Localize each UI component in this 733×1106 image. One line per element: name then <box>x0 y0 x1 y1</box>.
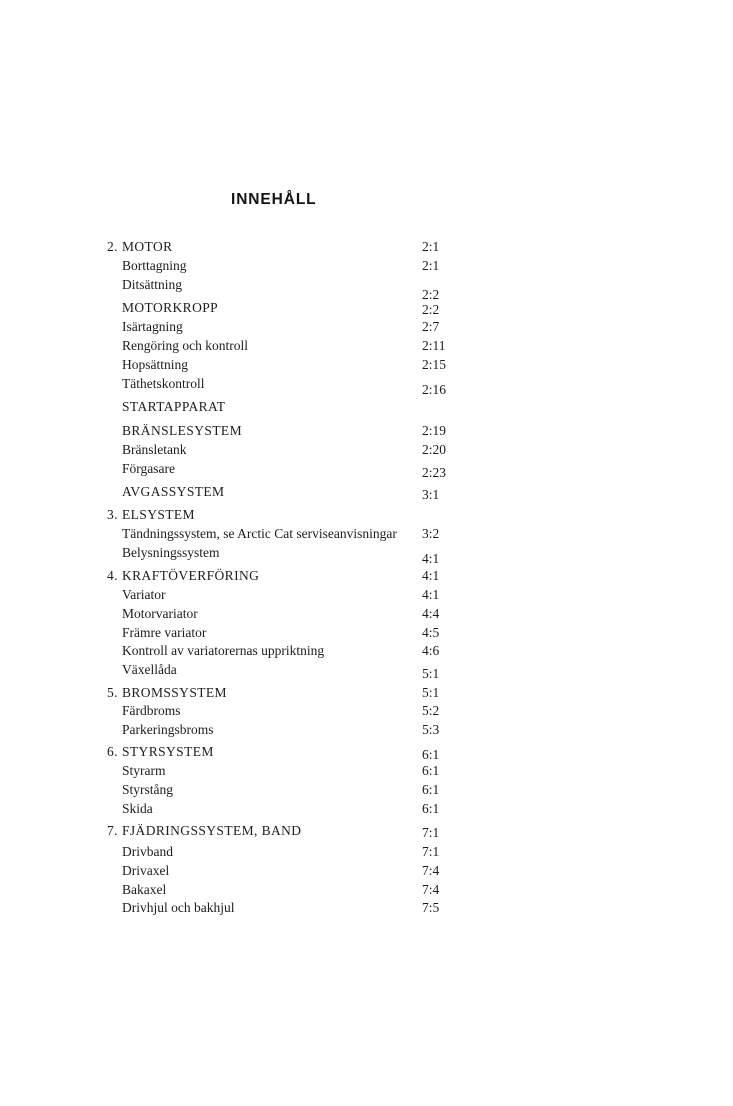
toc-item-page: 5:3 <box>422 722 440 738</box>
toc-row-tathetskontroll <box>107 375 472 397</box>
toc-item-page: 2:15 <box>422 356 447 372</box>
toc-item-page: 4:4 <box>422 605 440 621</box>
toc-row-rengoring <box>107 337 472 356</box>
toc-row-avgassystem <box>107 483 472 502</box>
toc-item-page: 3:1 <box>422 487 440 503</box>
toc-item-page: 6:1 <box>422 763 440 779</box>
toc-row-ditsattning <box>107 276 472 302</box>
toc-item-page: 2:20 <box>422 441 447 457</box>
toc-item-label: Hopsättning <box>122 356 188 372</box>
toc-row-fjadringssystem <box>107 822 472 841</box>
toc-item-page: 3:2 <box>422 526 440 542</box>
toc-row-belysningssystem <box>107 544 472 566</box>
toc-row-branslesystem <box>107 422 472 441</box>
toc-item-page: 2:2 <box>422 302 440 318</box>
toc-item-label: Ditsättning <box>122 276 182 292</box>
toc-item-label: AVGASSYSTEM <box>122 484 225 500</box>
toc-item-label: Drivaxel <box>122 862 170 878</box>
toc-item-page: 6:1 <box>422 800 440 816</box>
toc-row-motorkropp <box>107 299 472 318</box>
toc-item-page: 7:4 <box>422 881 440 897</box>
toc-item-page: 4:1 <box>422 550 440 566</box>
toc-item-label: STARTAPPARAT <box>122 399 226 415</box>
toc-item-number: 5. <box>107 684 118 700</box>
toc-row-elsystem <box>107 506 472 525</box>
toc-item-label: Främre variator <box>122 624 207 640</box>
toc-item-page: 7:5 <box>422 900 440 916</box>
toc-row-fardbroms <box>107 702 472 721</box>
toc-row-motorvariator <box>107 605 472 624</box>
toc-row-styrarm <box>107 762 472 781</box>
toc-item-label: Borttagning <box>122 257 187 273</box>
toc-item-label: Drivband <box>122 843 173 859</box>
toc-row-kraftoverforing <box>107 567 472 586</box>
toc-item-page: 4:1 <box>422 568 440 584</box>
toc-item-label: Kontroll av variatorernas uppriktning <box>122 643 325 659</box>
toc-item-label: Skida <box>122 800 153 816</box>
toc-item-label: Styrarm <box>122 763 166 779</box>
toc-item-page: 2:2 <box>422 286 440 302</box>
toc-item-label: ELSYSTEM <box>122 507 195 523</box>
toc-item-label: Belysningssystem <box>122 544 220 560</box>
toc-row-kontroll-uppriktning <box>107 642 472 661</box>
toc-item-number: 7. <box>107 823 118 839</box>
toc-item-label: Förgasare <box>122 460 175 476</box>
page-title: INNEHÅLL <box>231 191 317 208</box>
toc-item-label: Drivhjul och bakhjul <box>122 900 235 916</box>
toc-item-label: Parkeringsbroms <box>122 722 214 738</box>
toc-row-variator <box>107 586 472 605</box>
toc-item-label: BRÄNSLESYSTEM <box>122 423 242 439</box>
toc-item-label: STYRSYSTEM <box>122 744 214 760</box>
toc-row-borttagning <box>107 257 472 276</box>
toc-item-page: 2:23 <box>422 464 447 480</box>
toc-item-page: 6:1 <box>422 747 440 763</box>
toc-row-tandningssystem <box>107 525 472 544</box>
toc-item-label: Växellåda <box>122 662 177 678</box>
toc-item-label: Bakaxel <box>122 881 167 897</box>
toc-item-number: 6. <box>107 744 118 760</box>
toc-item-label: KRAFTÖVERFÖRING <box>122 568 260 584</box>
toc-item-label: Styrstång <box>122 782 174 798</box>
toc-item-page: 2:1 <box>422 257 440 273</box>
toc-item-label: MOTOR <box>122 239 173 254</box>
toc-item-page: 7:1 <box>422 825 440 841</box>
toc-item-label: MOTORKROPP <box>122 300 219 316</box>
toc-row-styrstang <box>107 781 472 800</box>
toc-row-drivaxel <box>107 862 472 881</box>
toc-item-page: 5:1 <box>422 666 440 682</box>
toc-row-bakaxel <box>107 881 472 900</box>
toc-row-drivhjul <box>107 899 472 918</box>
toc-item-page: 6:1 <box>422 782 440 798</box>
toc-row-forgasare <box>107 460 472 479</box>
toc-item-label: Motorvariator <box>122 605 198 621</box>
toc-item-label: Isärtagning <box>122 319 183 335</box>
toc-row-isartagning <box>107 318 472 337</box>
toc-item-number: 2. <box>107 239 118 254</box>
toc-item-page: 4:1 <box>422 587 440 603</box>
toc-row-bransletank <box>107 441 472 460</box>
toc-item-number: 3. <box>107 507 118 523</box>
toc-item-page: 2:19 <box>422 423 447 439</box>
toc-row-hopsattning <box>107 356 472 375</box>
toc-item-label: Färdbroms <box>122 703 181 719</box>
toc-item-page: 4:6 <box>422 643 440 659</box>
toc-item-number: 4. <box>107 568 118 584</box>
toc-item-label: Rengöring och kontroll <box>122 337 248 353</box>
toc-item-label: FJÄDRINGSSYSTEM, BAND <box>122 823 302 839</box>
toc-item-page: 5:2 <box>422 703 440 719</box>
toc-item-page: 2:16 <box>422 381 447 397</box>
toc-item-page: 5:1 <box>422 684 440 700</box>
toc-item-page: 7:1 <box>422 843 440 859</box>
toc-row-styrsystem <box>107 743 472 762</box>
toc-item-label: Variator <box>122 587 166 603</box>
toc-item-label: Täthetskontroll <box>122 375 205 391</box>
toc-row-bromssystem <box>107 684 472 703</box>
toc-item-label: BROMSSYSTEM <box>122 684 227 700</box>
toc-row-skida <box>107 800 472 819</box>
table-of-contents <box>107 238 472 918</box>
toc-row-drivband <box>107 843 472 862</box>
toc-item-label: Tändningssystem, se Arctic Cat serviseanvisningar <box>122 526 397 542</box>
toc-row-parkeringsbroms <box>107 721 472 740</box>
toc-item-page: 4:5 <box>422 624 440 640</box>
toc-item-page: 2:11 <box>422 337 446 353</box>
toc-item-page: 2:1 <box>422 239 440 254</box>
toc-item-label: Bränsletank <box>122 441 187 457</box>
toc-row-motor <box>107 238 472 257</box>
toc-item-page: 2:7 <box>422 319 440 335</box>
toc-row-vaxellada <box>107 661 472 680</box>
toc-item-page: 7:4 <box>422 862 440 878</box>
toc-row-startapparat <box>107 398 472 417</box>
toc-row-framre-variator <box>107 624 472 643</box>
